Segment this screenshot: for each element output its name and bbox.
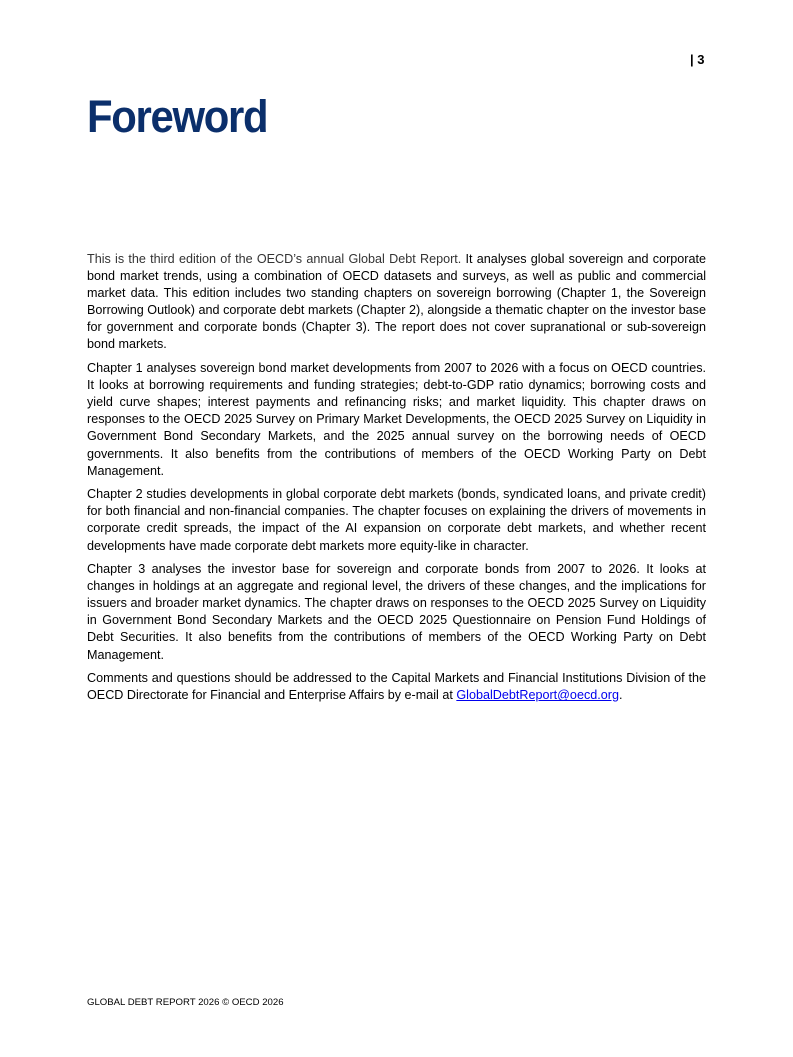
paragraph-intro bbox=[87, 251, 706, 354]
intro-lead-sentence: This is the third edition of the OECD’s annual Global Debt Report. bbox=[87, 252, 462, 266]
paragraph-contact bbox=[87, 670, 706, 704]
contact-text: Comments and questions should be addressed to the Capital Markets and Financial Institutions Division of the OECD Directorate for Financial and Enterprise Affairs by e-mail at bbox=[87, 671, 706, 703]
page-number: | 3 bbox=[690, 52, 705, 67]
paragraph-chapter-2: Chapter 2 studies developments in global corporate debt markets (bonds, syndicated loans, and private credit) for both financial and non-financial companies. The chapter focuses on explaining the drivers of movements in corporate credit spreads, the impact of the AI expansion on corporate debt markets, and whether recent developments have made corporate debt markets more equity-like in character. bbox=[87, 487, 706, 553]
foreword-body bbox=[87, 251, 706, 711]
paragraph-chapter-1: Chapter 1 analyses sovereign bond market developments from 2007 to 2026 with a focus on OECD countries. It looks at borrowing requirements and funding strategies; debt-to-GDP ratio dynamics; borrowing costs and yield curve shapes; interest payments and refinancing risks; and market liquidity. This chapter draws on responses to the OECD 2025 Survey on Primary Market Developments, the OECD 2025 Survey on Liquidity in Government Bond Secondary Markets, and the 2025 annual survey on the borrowing needs of OECD governments. It also benefits from the contributions of members of the OECD Working Party on Debt Management. bbox=[87, 361, 706, 478]
page-footer: GLOBAL DEBT REPORT 2026 © OECD 2026 bbox=[87, 997, 284, 1008]
page-title: Foreword bbox=[87, 91, 268, 142]
email-link[interactable]: GlobalDebtReport@oecd.org bbox=[456, 688, 619, 703]
paragraph-chapter-3: Chapter 3 analyses the investor base for sovereign and corporate bonds from 2007 to 2026. It looks at changes in holdings at an aggregate and regional level, the drivers of these changes, and the implications for issuers and broader market dynamics. The chapter draws on responses to the OECD 2025 Survey on Liquidity in Government Bond Secondary Markets and the OECD 2025 Questionnaire on Pension Fund Holdings of Debt Securities. It also benefits from the contributions of members of the OECD Working Party on Debt Management. bbox=[87, 562, 706, 662]
intro-rest: It analyses global sovereign and corporate bond market trends, using a combination of OECD datasets and surveys, as well as public and commercial market data. This edition includes two standing chapters on sovereign borrowing (Chapter 1, the Sovereign Borrowing Outlook) and corporate debt markets (Chapter 2), alongside a thematic chapter on the investor base for government and corporate bonds (Chapter 3). The report does not cover supranational or sub-sovereign bond markets. bbox=[87, 252, 706, 352]
contact-end: . bbox=[618, 688, 623, 703]
